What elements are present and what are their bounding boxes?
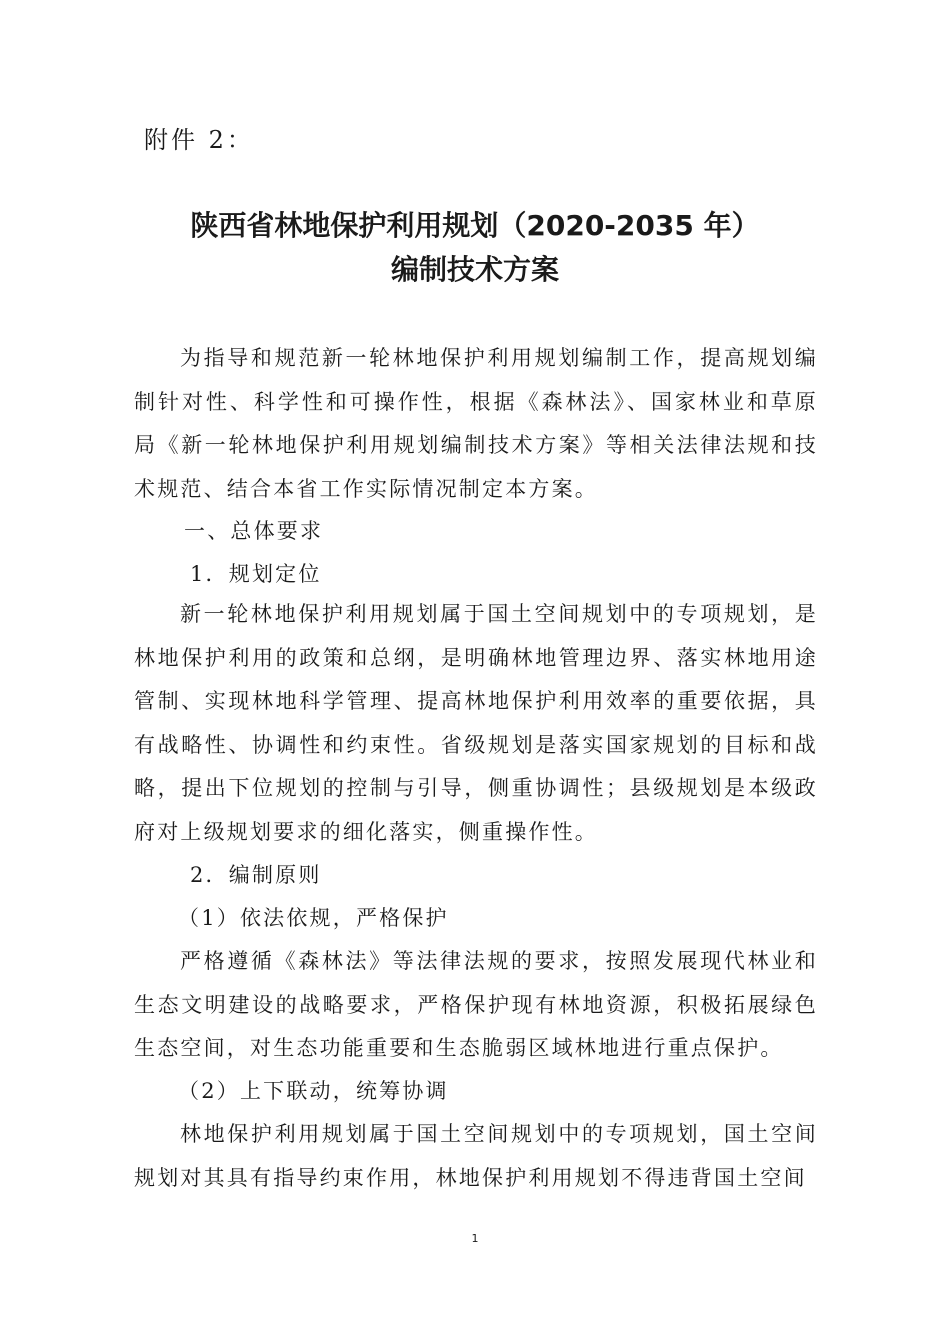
- document-title-line-1: 陕西省林地保护利用规划（2020-2035 年）: [190, 209, 760, 242]
- principle-2-paragraph: 林地保护利用规划属于国土空间规划中的专项规划，国土空间规划对其具有指导约束作用，林地保护利用规划不得违背国土空间: [134, 1122, 818, 1190]
- document-title-line-2: 编制技术方案: [390, 253, 559, 286]
- principle-2-heading: （2）上下联动，统筹协调: [178, 1079, 449, 1103]
- subsection-heading-principles: 2．编制原则: [190, 863, 322, 887]
- positioning-paragraph: 新一轮林地保护利用规划属于国土空间规划中的专项规划，是林地保护利用的政策和总纲，是明确林地管理边界、落实林地用途管制、实现林地科学管理、提高林地保护利用效率的重要依据，具有战略性、协调性和约束性。省级规划是落实国家规划的目标和战略，提出下位规划的控制与引导，侧重协调性；县级规划是本级政府对上级规划要求的细化落实，侧重操作性。: [134, 602, 818, 844]
- subsection-heading-positioning: 1．规划定位: [190, 562, 322, 586]
- principle-1-heading: （1）依法依规，严格保护: [178, 906, 449, 930]
- intro-paragraph: 为指导和规范新一轮林地保护利用规划编制工作，提高规划编制针对性、科学性和可操作性，根据《森林法》、国家林业和草原局《新一轮林地保护利用规划编制技术方案》等相关法律法规和技术规范、结合本省工作实际情况制定本方案。: [134, 346, 818, 501]
- section-heading-general-requirements: 一、总体要求: [184, 519, 324, 543]
- principle-1-paragraph: 严格遵循《森林法》等法律法规的要求，按照发展现代林业和生态文明建设的战略要求，严格保护现有林地资源，积极拓展绿色生态空间，对生态功能重要和生态脆弱区域林地进行重点保护。: [134, 949, 818, 1060]
- page-number: 1: [471, 1232, 479, 1245]
- attachment-label: 附件 2：: [144, 126, 254, 154]
